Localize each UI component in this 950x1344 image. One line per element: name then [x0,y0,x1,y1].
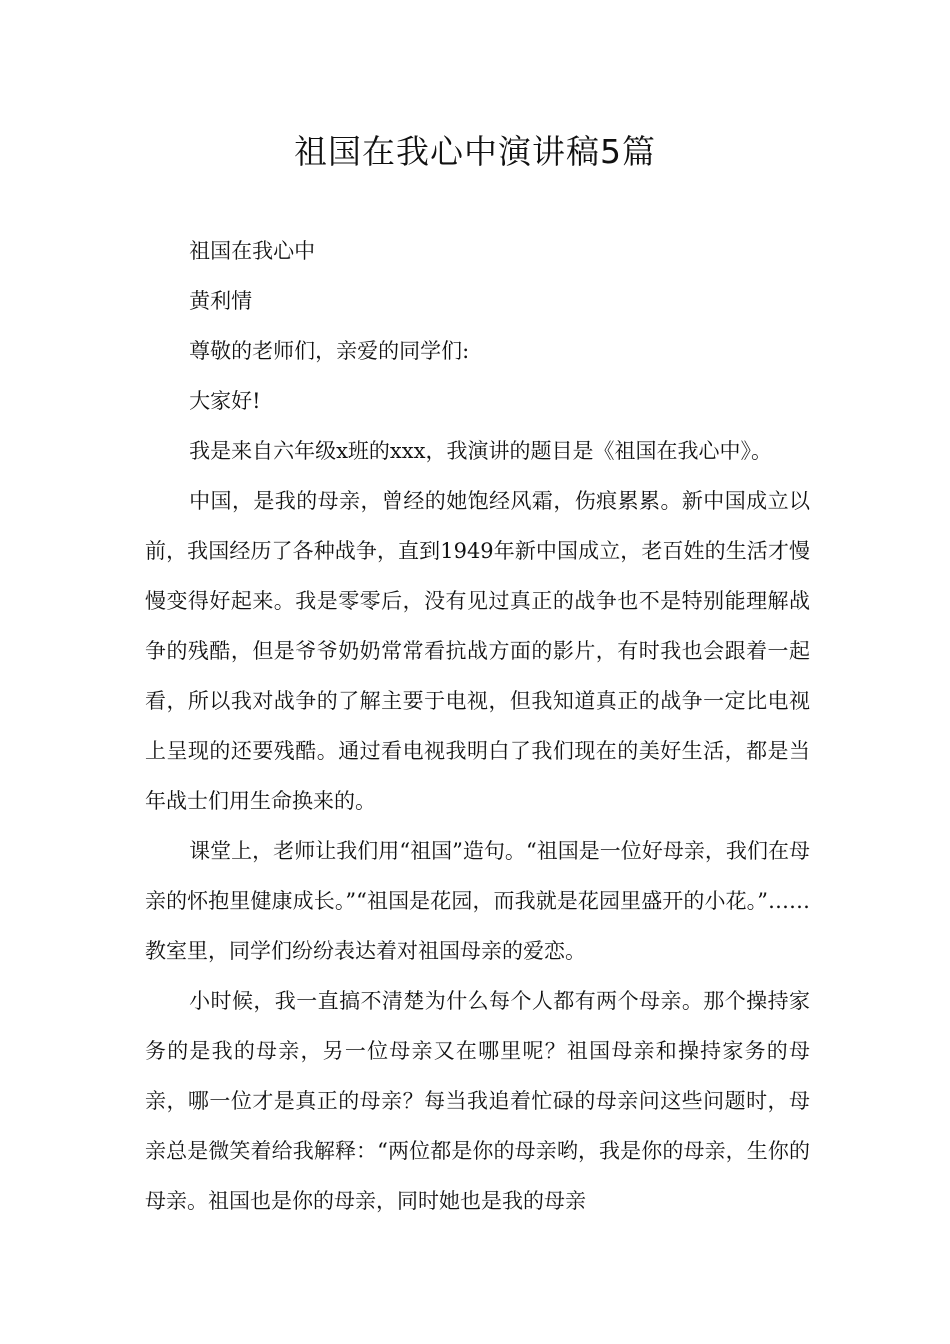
paragraph: 小时候，我一直搞不清楚为什么每个人都有两个母亲。那个操持家务的是我的母亲，另一位母亲又在哪里呢？祖国母亲和操持家务的母亲，哪一位才是真正的母亲？每当我追着忙碌的母亲问这些问题时，母亲总是微笑着给我解释：“两位都是你的母亲哟，我是你的母亲，生你的母亲。祖国也是你的母亲，同时她也是我的母亲 [145,989,810,1213]
author-name: 黄利情 [189,289,253,313]
speech-title-line: 祖国在我心中 [189,239,316,263]
document-body [145,226,810,1226]
greeting: 大家好! [189,389,261,413]
salutation: 尊敬的老师们，亲爱的同学们: [189,339,470,363]
document-title: 祖国在我心中演讲稿5篇 [294,132,656,171]
paragraph: 中国，是我的母亲，曾经的她饱经风霜，伤痕累累。新中国成立以前，我国经历了各种战争，直到1949年新中国成立，老百姓的生活才慢慢变得好起来。我是零零后，没有见过真正的战争也不是特别能理解战争的残酷，但是爷爷奶奶常常看抗战方面的影片，有时我也会跟着一起看，所以我对战争的了解主要于电视，但我知道真正的战争一定比电视上呈现的还要残酷。通过看电视我明白了我们现在的美好生活，都是当年战士们用生命换来的。 [145,489,810,813]
introduction: 我是来自六年级x班的xxx，我演讲的题目是《祖国在我心中》。 [189,439,772,463]
paragraph: 课堂上，老师让我们用“祖国”造句。“祖国是一位好母亲，我们在母亲的怀抱里健康成长。”“祖国是花园，而我就是花园里盛开的小花。”……教室里，同学们纷纷表达着对祖国母亲的爱恋。 [145,839,810,963]
